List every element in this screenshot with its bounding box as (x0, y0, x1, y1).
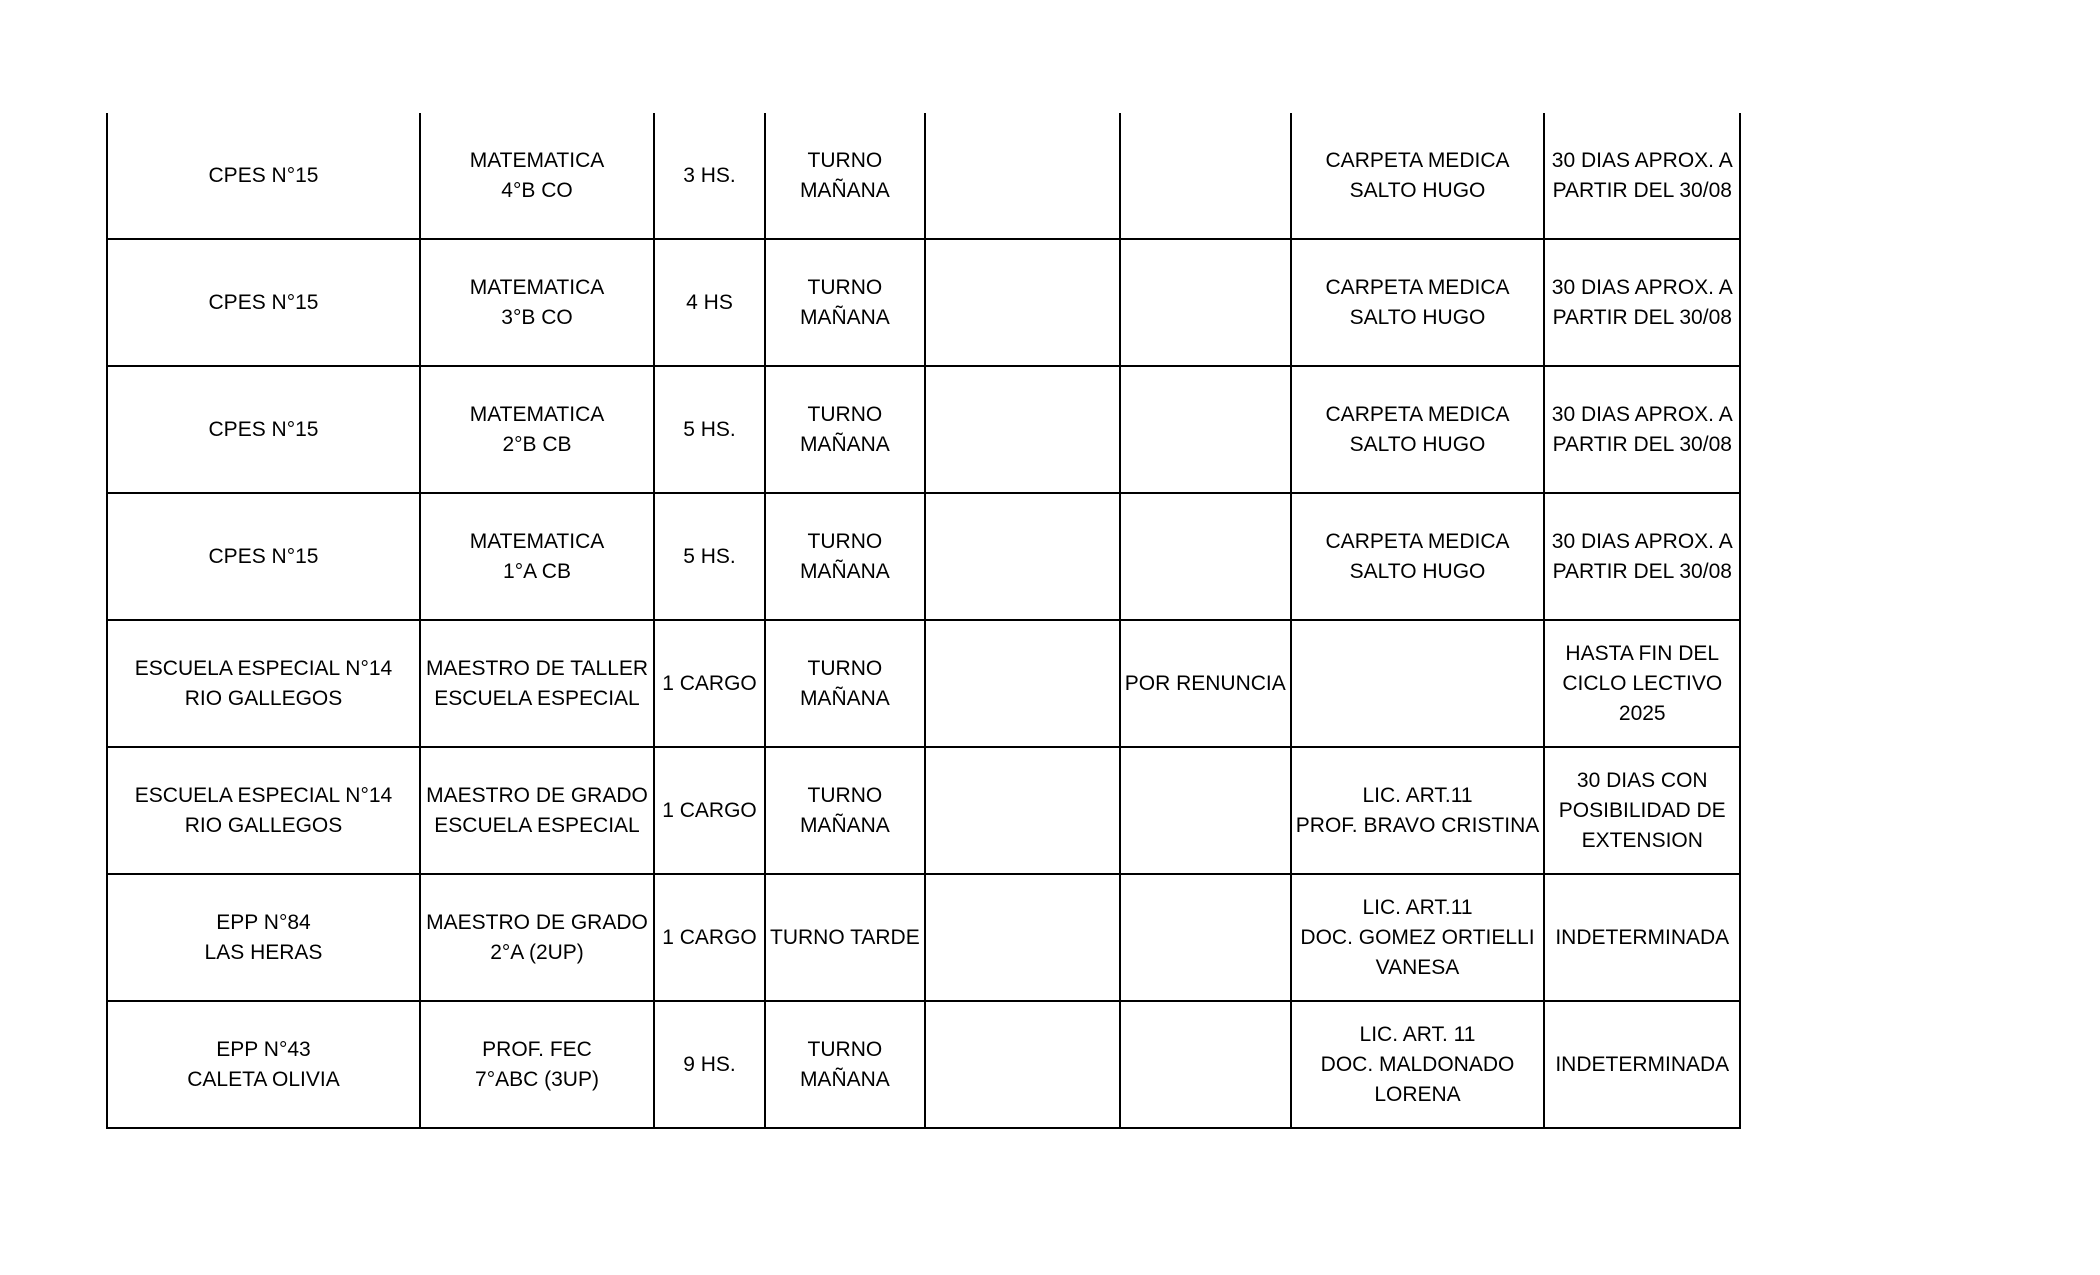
shift-cell (765, 620, 925, 747)
cell-text-line: 4°B CO (501, 178, 573, 202)
reason-cell (1120, 874, 1291, 1001)
school-cell (107, 239, 420, 366)
subject-cell (420, 239, 654, 366)
cell-text-line: MAÑANA (799, 305, 890, 329)
subject-cell (420, 1001, 654, 1128)
cell-text-line: 2°B CB (502, 432, 572, 456)
cell-text-line: 3°B CO (501, 305, 573, 329)
table-row (107, 620, 1740, 747)
school-cell (107, 493, 420, 620)
cell-text-line: MAÑANA (799, 813, 890, 837)
reason-cell (1120, 113, 1291, 239)
detail-cell (1291, 366, 1544, 493)
cell-text-line: MAÑANA (799, 686, 890, 710)
detail-cell (1291, 874, 1544, 1001)
cell-text-line: PROF. BRAVO CRISTINA (1295, 813, 1540, 837)
table-row (107, 239, 1740, 366)
cell-text-line: TURNO (807, 783, 883, 807)
cell-text-line: RIO GALLEGOS (184, 686, 343, 710)
cell-text-line: 4 HS (686, 290, 733, 314)
cell-text-line: MATEMATICA (469, 529, 605, 553)
cell-text-line: INDETERMINADA (1555, 925, 1730, 949)
cell-text-line: ESCUELA ESPECIAL (434, 686, 640, 710)
cell-text-line: CPES N°15 (208, 163, 319, 187)
cell-text-line: MAÑANA (799, 1067, 890, 1091)
cell-text-line: LIC. ART.11 (1362, 895, 1473, 919)
detail-cell (1291, 113, 1544, 239)
table-row (107, 493, 1740, 620)
cell-text-line: POR RENUNCIA (1124, 671, 1286, 695)
cell-text-line: SALTO HUGO (1349, 178, 1486, 202)
cell-text-line: LIC. ART.11 (1362, 783, 1473, 807)
cell-text-line: ESCUELA ESPECIAL N°14 (134, 783, 393, 807)
shift-cell (765, 366, 925, 493)
cell-text-line: MAESTRO DE GRADO (426, 783, 648, 807)
duration-cell (1544, 1001, 1740, 1128)
cell-text-line: EPP N°43 (216, 1037, 311, 1061)
empty-cell (925, 747, 1120, 874)
duration-cell (1544, 239, 1740, 366)
subject-cell (420, 620, 654, 747)
subject-cell (420, 874, 654, 1001)
school-cell (107, 366, 420, 493)
cell-text-line: DOC. GOMEZ ORTIELLI (1300, 925, 1535, 949)
cell-text-line: 7°ABC (3UP) (475, 1067, 599, 1091)
cell-text-line: DOC. MALDONADO (1320, 1052, 1515, 1076)
table-row (107, 747, 1740, 874)
empty-cell (925, 874, 1120, 1001)
cell-text-line: 30 DIAS APROX. A (1551, 148, 1733, 172)
school-cell (107, 747, 420, 874)
cell-text-line: 1 CARGO (662, 671, 757, 695)
duration-cell (1544, 874, 1740, 1001)
cell-text-line: 30 DIAS APROX. A (1551, 275, 1733, 299)
cell-text-line: LIC. ART. 11 (1359, 1022, 1476, 1046)
cell-text-line: RIO GALLEGOS (184, 813, 343, 837)
school-cell (107, 113, 420, 239)
table-row (107, 366, 1740, 493)
cell-text-line: EXTENSION (1581, 828, 1703, 852)
cell-text-line: CARPETA MEDICA (1325, 529, 1510, 553)
duration-cell (1544, 493, 1740, 620)
cell-text-line: TURNO TARDE (770, 925, 920, 949)
cell-text-line: MATEMATICA (469, 148, 605, 172)
cell-text-line: 5 HS. (683, 417, 736, 441)
table-row (107, 113, 1740, 239)
cell-text-line: 1 CARGO (662, 798, 757, 822)
detail-cell (1291, 239, 1544, 366)
cell-text-line: MATEMATICA (469, 402, 605, 426)
cell-text-line: ESCUELA ESPECIAL (434, 813, 640, 837)
empty-cell (925, 239, 1120, 366)
hours-cell (654, 493, 765, 620)
cell-text-line: 30 DIAS CON (1576, 768, 1708, 792)
spreadsheet-sheet (106, 113, 1741, 1129)
cell-text-line: PROF. FEC (482, 1037, 592, 1061)
cell-text-line: ESCUELA ESPECIAL N°14 (134, 656, 393, 680)
duration-cell (1544, 366, 1740, 493)
cell-text-line: CARPETA MEDICA (1325, 148, 1510, 172)
shift-cell (765, 1001, 925, 1128)
empty-cell (925, 1001, 1120, 1128)
vacancies-table (106, 113, 1741, 1129)
shift-cell (765, 493, 925, 620)
subject-cell (420, 113, 654, 239)
empty-cell (925, 366, 1120, 493)
cell-text-line: CPES N°15 (208, 544, 319, 568)
cell-text-line: CALETA OLIVIA (187, 1067, 340, 1091)
cell-text-line: LORENA (1374, 1082, 1461, 1106)
hours-cell (654, 1001, 765, 1128)
subject-cell (420, 747, 654, 874)
cell-text-line: MAESTRO DE TALLER (425, 656, 649, 680)
cell-text-line: MAÑANA (799, 178, 890, 202)
cell-text-line: POSIBILIDAD DE (1558, 798, 1726, 822)
reason-cell (1120, 493, 1291, 620)
cell-text-line: 1 CARGO (662, 925, 757, 949)
cell-text-line: PARTIR DEL 30/08 (1552, 305, 1732, 329)
cell-text-line: TURNO (807, 656, 883, 680)
shift-cell (765, 874, 925, 1001)
cell-text-line: 3 HS. (683, 163, 736, 187)
cell-text-line: MAESTRO DE GRADO (426, 910, 648, 934)
cell-text-line: MATEMATICA (469, 275, 605, 299)
duration-cell (1544, 620, 1740, 747)
detail-cell (1291, 1001, 1544, 1128)
hours-cell (654, 366, 765, 493)
school-cell (107, 1001, 420, 1128)
cell-text-line: PARTIR DEL 30/08 (1552, 178, 1732, 202)
duration-cell (1544, 113, 1740, 239)
table-body (107, 113, 1740, 1128)
cell-text-line: 1°A CB (503, 559, 571, 583)
cell-text-line: EPP N°84 (216, 910, 311, 934)
cell-text-line: MAÑANA (799, 559, 890, 583)
cell-text-line: TURNO (807, 275, 883, 299)
cell-text-line: VANESA (1375, 955, 1460, 979)
school-cell (107, 620, 420, 747)
cell-text-line: TURNO (807, 148, 883, 172)
cell-text-line: TURNO (807, 402, 883, 426)
cell-text-line: SALTO HUGO (1349, 559, 1486, 583)
detail-cell (1291, 493, 1544, 620)
shift-cell (765, 747, 925, 874)
cell-text-line: 9 HS. (683, 1052, 736, 1076)
reason-cell (1120, 239, 1291, 366)
duration-cell (1544, 747, 1740, 874)
cell-text-line: HASTA FIN DEL (1565, 641, 1720, 665)
cell-text-line: SALTO HUGO (1349, 305, 1486, 329)
hours-cell (654, 239, 765, 366)
cell-text-line: PARTIR DEL 30/08 (1552, 559, 1732, 583)
cell-text-line: 30 DIAS APROX. A (1551, 529, 1733, 553)
cell-text-line: 30 DIAS APROX. A (1551, 402, 1733, 426)
cell-text-line: CPES N°15 (208, 417, 319, 441)
cell-text-line: CARPETA MEDICA (1325, 402, 1510, 426)
detail-cell (1291, 747, 1544, 874)
cell-text-line: CARPETA MEDICA (1325, 275, 1510, 299)
table-row (107, 1001, 1740, 1128)
hours-cell (654, 620, 765, 747)
cell-text-line: INDETERMINADA (1555, 1052, 1730, 1076)
empty-cell (925, 620, 1120, 747)
cell-text-line: PARTIR DEL 30/08 (1552, 432, 1732, 456)
table-row (107, 874, 1740, 1001)
subject-cell (420, 493, 654, 620)
shift-cell (765, 113, 925, 239)
hours-cell (654, 874, 765, 1001)
cell-text-line: SALTO HUGO (1349, 432, 1486, 456)
cell-text-line: TURNO (807, 529, 883, 553)
reason-cell (1120, 1001, 1291, 1128)
cell-text-line: 5 HS. (683, 544, 736, 568)
school-cell (107, 874, 420, 1001)
cell-text-line: 2025 (1618, 701, 1666, 725)
empty-cell (925, 113, 1120, 239)
cell-text-line: CPES N°15 (208, 290, 319, 314)
detail-cell (1291, 620, 1544, 747)
shift-cell (765, 239, 925, 366)
subject-cell (420, 366, 654, 493)
cell-text-line: CICLO LECTIVO (1562, 671, 1723, 695)
hours-cell (654, 747, 765, 874)
cell-text-line: TURNO (807, 1037, 883, 1061)
reason-cell (1120, 620, 1291, 747)
reason-cell (1120, 366, 1291, 493)
cell-text-line: MAÑANA (799, 432, 890, 456)
hours-cell (654, 113, 765, 239)
reason-cell (1120, 747, 1291, 874)
cell-text-line: LAS HERAS (204, 940, 323, 964)
empty-cell (925, 493, 1120, 620)
cell-text-line: 2°A (2UP) (490, 940, 584, 964)
